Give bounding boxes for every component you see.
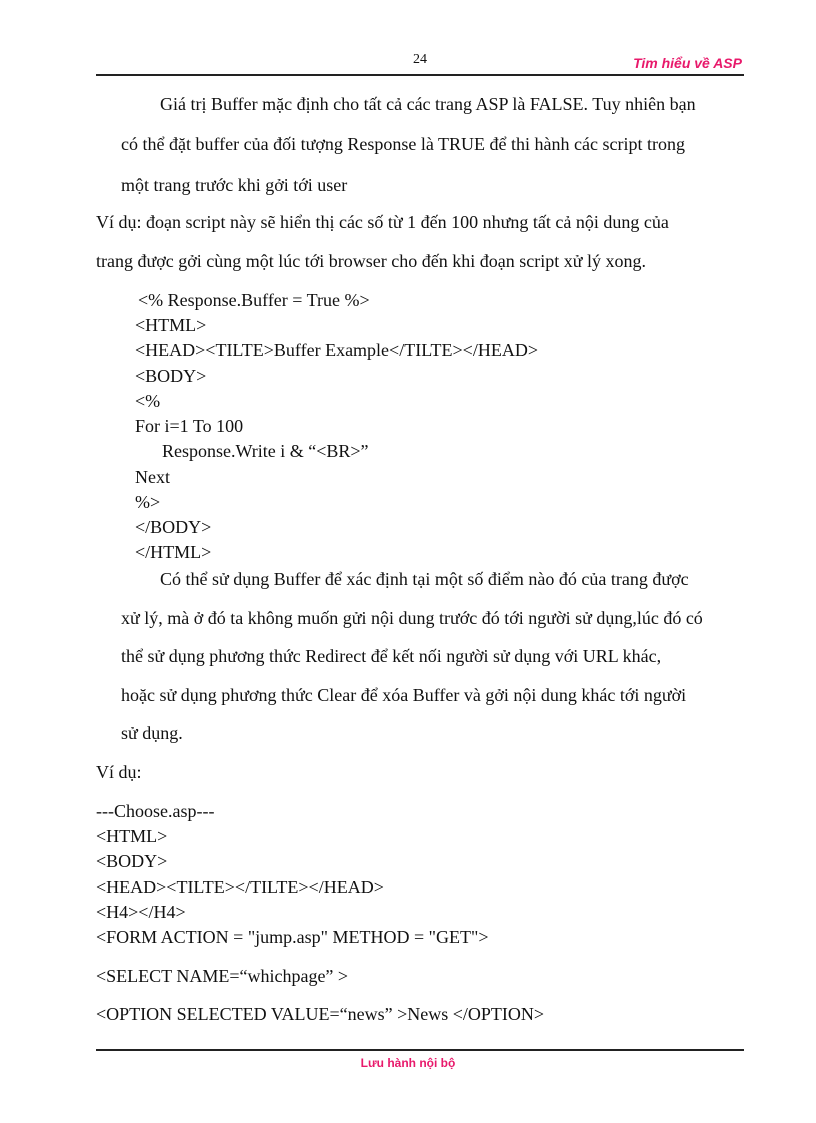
header-title: Tim hiểu về ASP bbox=[633, 55, 742, 71]
paragraph-line: Giá trị Buffer mặc định cho tất cả các trang ASP là FALSE. Tuy nhiên bạn bbox=[160, 94, 696, 114]
example-intro-line: trang được gởi cùng một lúc tới browser cho đến khi đoạn script xử lý xong. bbox=[96, 251, 646, 271]
code-line: <BODY> bbox=[135, 366, 207, 386]
paragraph-line: sử dụng. bbox=[121, 723, 183, 743]
code-line: ---Choose.asp--- bbox=[96, 801, 215, 821]
code-line: <SELECT NAME=“whichpage” > bbox=[96, 966, 349, 986]
paragraph-line: xử lý, mà ở đó ta không muốn gửi nội dung trước đó tới người sử dụng,lúc đó có bbox=[121, 608, 703, 628]
code-line: <FORM ACTION = "jump.asp" METHOD = "GET"> bbox=[96, 927, 489, 947]
code-line: <HEAD><TILTE></TILTE></HEAD> bbox=[96, 877, 384, 897]
example-intro-line: Ví dụ: đoạn script này sẽ hiển thị các số từ 1 đến 100 nhưng tất cả nội dung của bbox=[96, 212, 669, 232]
paragraph-line: Có thể sử dụng Buffer để xác định tại một số điểm nào đó của trang được bbox=[160, 569, 689, 589]
code-line: <% Response.Buffer = True %> bbox=[138, 290, 370, 310]
paragraph-line: một trang trước khi gởi tới user bbox=[121, 175, 348, 195]
code-line: </HTML> bbox=[135, 542, 212, 562]
paragraph-line: thể sử dụng phương thức Redirect để kết nối người sử dụng với URL khác, bbox=[121, 646, 662, 666]
code-line: Next bbox=[135, 467, 170, 487]
code-line: <H4></H4> bbox=[96, 902, 186, 922]
code-line: %> bbox=[135, 492, 161, 512]
code-line: <% bbox=[135, 391, 161, 411]
code-line: <HTML> bbox=[96, 826, 168, 846]
code-line: </BODY> bbox=[135, 517, 212, 537]
code-line: <HTML> bbox=[135, 315, 207, 335]
code-line: <HEAD><TILTE>Buffer Example</TILTE></HEAD> bbox=[135, 340, 538, 360]
code-line: Response.Write i & “<BR>” bbox=[162, 441, 369, 461]
paragraph-line: có thể đặt buffer của đối tượng Response là TRUE để thi hành các script trong bbox=[121, 134, 685, 154]
code-line: <BODY> bbox=[96, 851, 168, 871]
page-number: 24 bbox=[413, 52, 427, 67]
header-rule bbox=[96, 74, 744, 76]
code-line: For i=1 To 100 bbox=[135, 416, 244, 436]
example-label: Ví dụ: bbox=[96, 762, 142, 782]
footer-text: Lưu hành nội bộ bbox=[360, 1056, 456, 1070]
paragraph-line: hoặc sử dụng phương thức Clear để xóa Buffer và gởi nội dung khác tới người bbox=[121, 685, 687, 705]
footer-rule bbox=[96, 1049, 744, 1051]
code-line: <OPTION SELECTED VALUE=“news” >News </OPTION> bbox=[96, 1004, 545, 1024]
